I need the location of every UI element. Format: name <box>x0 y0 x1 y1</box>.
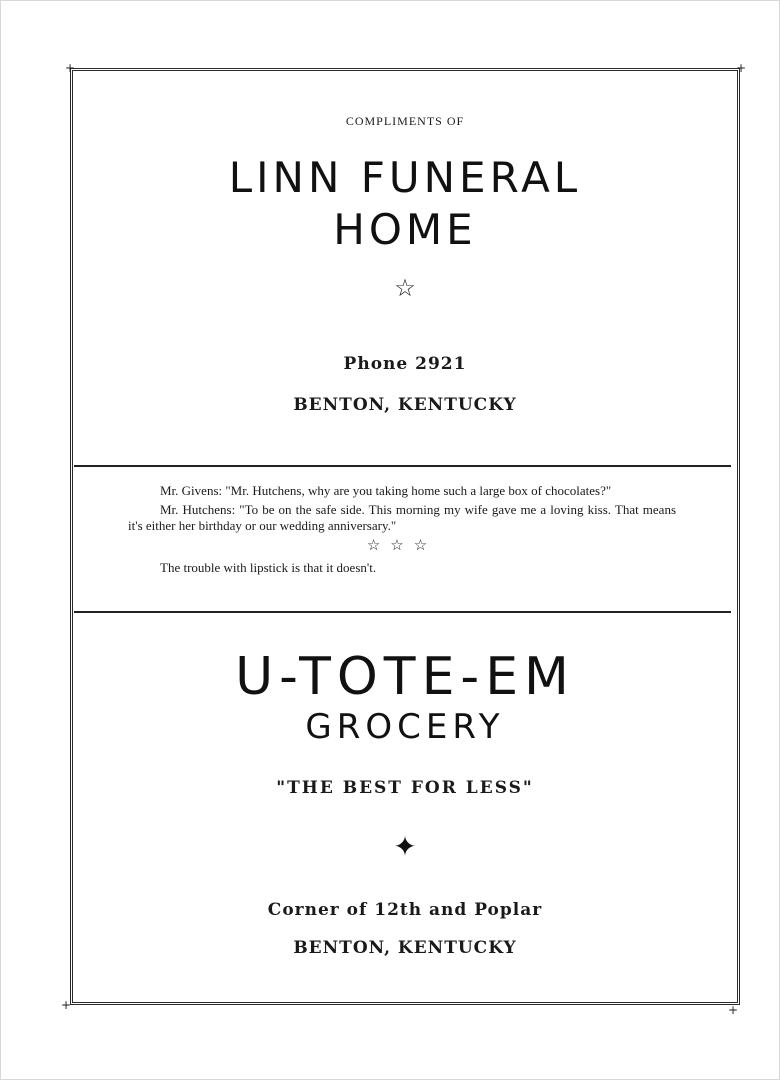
star-ornament-icon: ☆ <box>394 274 416 302</box>
ad1-city: BENTON, KENTUCKY <box>293 395 517 415</box>
ad1-title-line2: HOME <box>333 205 477 254</box>
jokes-section <box>128 483 676 579</box>
divider-rule-bottom <box>74 611 731 613</box>
ad2-address: Corner of 12th and Poplar <box>267 900 543 920</box>
ad2-slogan: "THE BEST FOR LESS" <box>276 778 534 798</box>
ad2-subtitle: GROCERY <box>305 707 505 747</box>
ad2-city: BENTON, KENTUCKY <box>293 938 517 958</box>
ad1-phone: Phone 2921 <box>343 354 467 374</box>
ad2-title: U-TOTE-EM <box>235 647 575 707</box>
divider-rule-top <box>74 465 731 467</box>
compliments-line: COMPLIMENTS OF <box>345 114 465 128</box>
corner-mark-bottom-left: + <box>61 998 72 1012</box>
corner-mark-top-left: + <box>65 61 76 75</box>
joke-paragraph-3: The trouble with lipstick is that it doesn't. <box>160 560 377 575</box>
ad1-title-line1: LINN FUNERAL <box>228 153 582 202</box>
ad1-title <box>70 152 740 256</box>
joke-paragraph-2: Mr. Hutchens: "To be on the safe side. This morning my wife gave me a loving kiss. That means it's either her birthday or our wedding anniversary." <box>128 502 676 533</box>
diamond-ornament-icon: ✦ <box>393 830 417 863</box>
joke-paragraph-1: Mr. Givens: "Mr. Hutchens, why are you taking home such a large box of chocolates?" <box>160 483 612 498</box>
corner-mark-bottom-right: + <box>728 1003 739 1017</box>
three-stars-icon: ☆☆☆ <box>366 538 438 554</box>
corner-mark-top-right: + <box>736 61 747 75</box>
